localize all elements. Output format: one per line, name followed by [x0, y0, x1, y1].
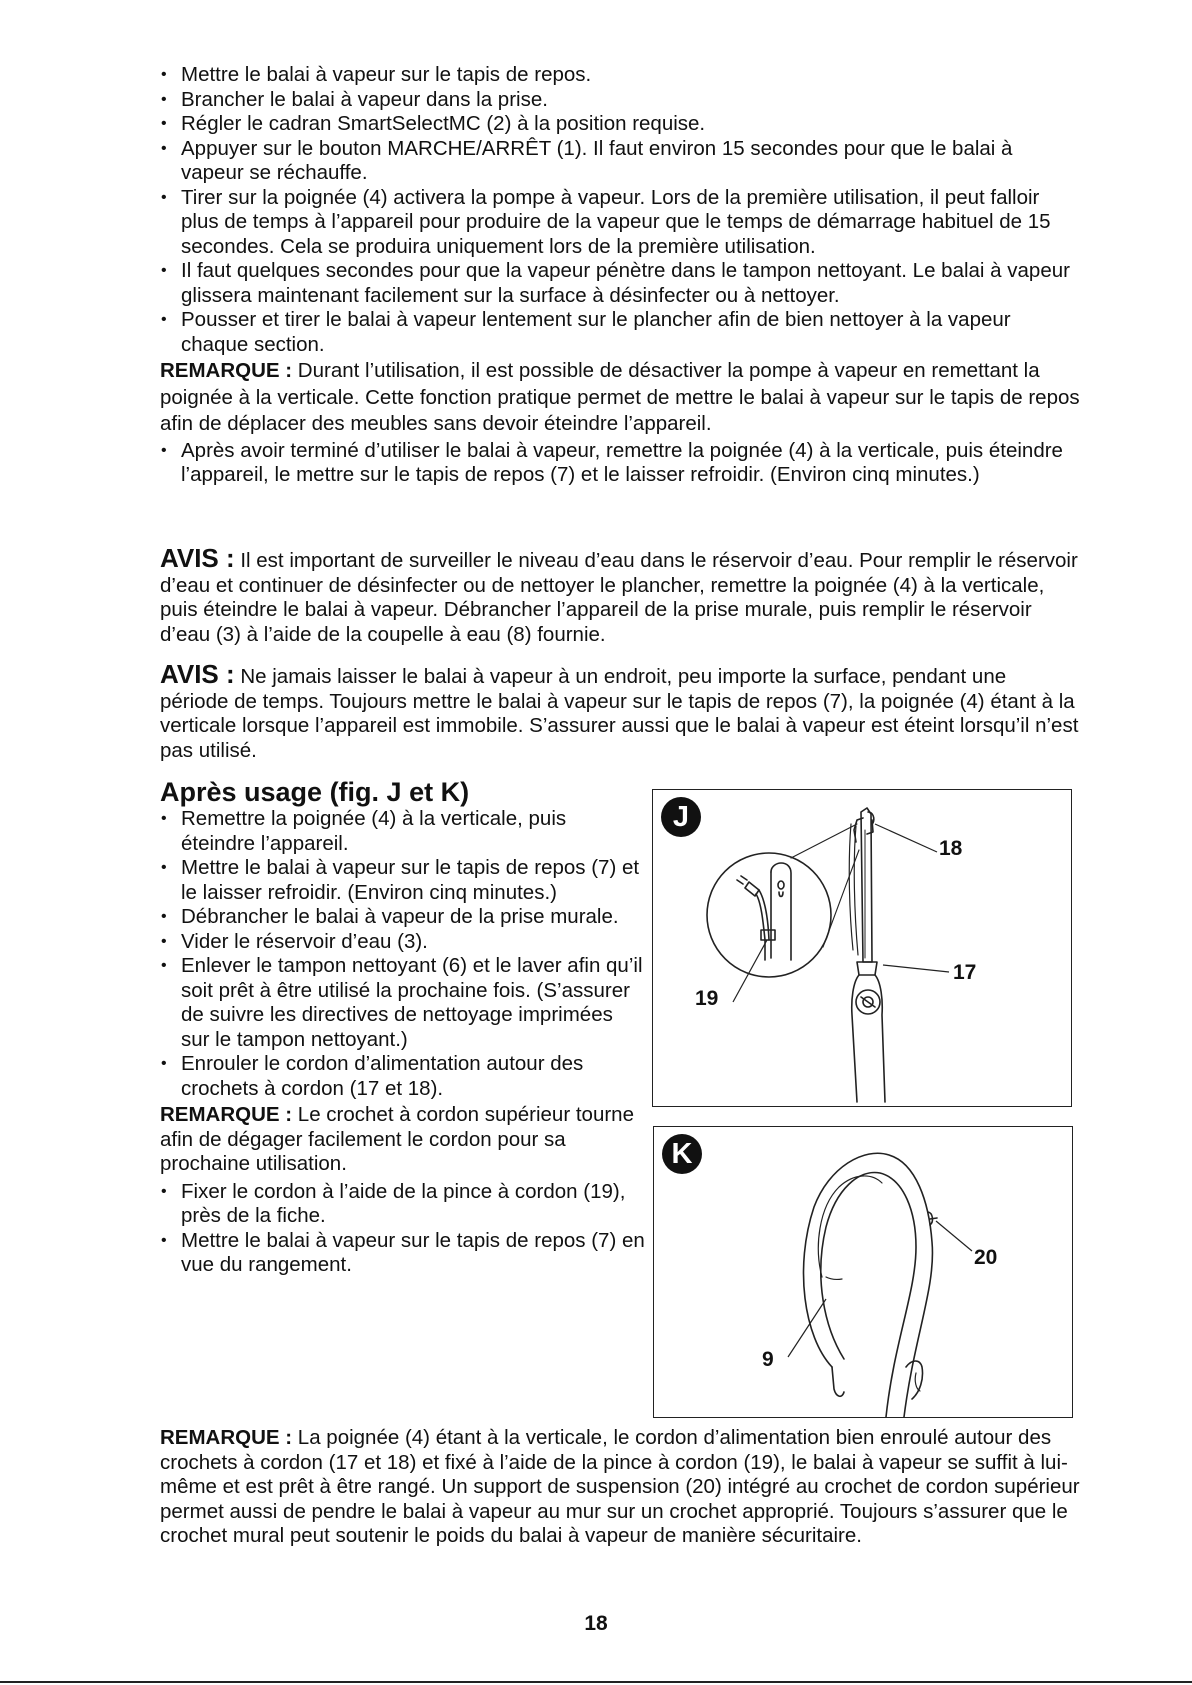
list-item: • Enrouler le cordon d’alimentation autour des crochets à cordon (17 et 18). [160, 1052, 645, 1101]
callout-leader-lines [653, 790, 1071, 1106]
notice-text: Ne jamais laisser le balai à vapeur à un endroit, peu importe la surface, pendant une période de temps. Toujours mettre le balai à vapeur sur le tapis de repos (7), la poignée (4) étant à la verticale lorsque l’appareil est immobile. S’assurer aussi que le balai à vapeur est éteint lorsqu’il n’est pas utilisé. [160, 665, 1079, 762]
page-number: 18 [584, 1612, 608, 1635]
list-item: • Vider le réservoir d’eau (3). [160, 930, 645, 955]
list-item: • Il faut quelques secondes pour que la vapeur pénètre dans le tampon nettoyant. Le balai à vapeur glissera maintenant facilement sur la surface à désinfecter ou à nettoyer. [160, 259, 1080, 308]
callout-leader-lines [654, 1127, 1072, 1417]
figure-k [653, 1126, 1073, 1418]
remark-paragraph [160, 1103, 645, 1177]
figure-badge-k: K [662, 1134, 702, 1174]
list-item: • Enlever le tampon nettoyant (6) et le laver afin qu’il soit prêt à être utilisé la prochaine fois. (S’assurer de suivre les directives de nettoyage imprimées sur le tampon nettoyant.) [160, 954, 645, 1052]
after-use-section [160, 777, 645, 1278]
list-item: • Mettre le balai à vapeur sur le tapis de repos (7) et le laisser refroidir. (Environ cinq minutes.) [160, 856, 645, 905]
remark-paragraph [160, 358, 1080, 438]
notice-label: AVIS : [160, 543, 235, 573]
remark-label: REMARQUE : [160, 1426, 293, 1449]
storage-remark [160, 1426, 1080, 1549]
list-item: • Pousser et tirer le balai à vapeur lentement sur le plancher afin de bien nettoyer à la vapeur chaque section. [160, 308, 1080, 357]
notice-unattended [160, 659, 1080, 763]
list-item: • Régler le cadran SmartSelectMC (2) à la position requise. [160, 112, 1080, 137]
callout-9: 9 [762, 1348, 774, 1371]
list-item: • Mettre le balai à vapeur sur le tapis de repos (7) en vue du rangement. [160, 1229, 645, 1278]
notice-water-level [160, 543, 1080, 647]
usage-instructions [160, 63, 1080, 488]
section-heading: Après usage (fig. J et K) [160, 777, 470, 807]
callout-19: 19 [695, 987, 719, 1010]
list-item: • Appuyer sur le bouton MARCHE/ARRÊT (1). Il faut environ 15 secondes pour que le balai à vapeur se réchauffe. [160, 137, 1080, 186]
callout-17: 17 [953, 961, 977, 984]
remark-text: Durant l’utilisation, il est possible de désactiver la pompe à vapeur en remettant la poignée à la verticale. Cette fonction pratique permet de mettre le balai à vapeur sur le tapis de repos afin de déplacer des meubles sans devoir éteindre l’appareil. [160, 359, 1080, 435]
notice-text: Il est important de surveiller le niveau d’eau dans le réservoir d’eau. Pour remplir le réservoir d’eau et continuer de désinfecter ou de nettoyer le plancher, remettre la poignée (4) à la verticale, puis éteindre le balai à vapeur. Débrancher l’appareil de la prise murale, puis remplir le réservoir d’eau (3) à l’aide de la coupelle à eau (8) fournie. [160, 549, 1078, 646]
list-item: • Après avoir terminé d’utiliser le balai à vapeur, remettre la poignée (4) à la verticale, puis éteindre l’appareil, le mettre sur le tapis de repos (7) et le laisser refroidir. (Environ cinq minutes.) [160, 439, 1080, 488]
list-item: • Tirer sur la poignée (4) activera la pompe à vapeur. Lors de la première utilisation, il peut falloir plus de temps à l’appareil pour produire de la vapeur que le temps de démarrage habituel de 15 secondes. Cela se produira uniquement lors de la première utilisation. [160, 186, 1080, 260]
callout-18: 18 [939, 837, 963, 860]
list-item: • Remettre la poignée (4) à la verticale, puis éteindre l’appareil. [160, 807, 645, 856]
remark-label: REMARQUE : [160, 1103, 293, 1126]
intro-bullet-list [160, 63, 1080, 357]
callout-20: 20 [974, 1246, 998, 1269]
list-item: • Brancher le balai à vapeur dans la prise. [160, 88, 1080, 113]
list-item: • Mettre le balai à vapeur sur le tapis de repos. [160, 63, 1080, 88]
notice-label: AVIS : [160, 659, 235, 689]
list-item: • Fixer le cordon à l’aide de la pince à cordon (19), près de la fiche. [160, 1180, 645, 1229]
list-item: • Débrancher le balai à vapeur de la prise murale. [160, 905, 645, 930]
figure-badge-j: J [661, 797, 701, 837]
remark-label: REMARQUE : [160, 359, 293, 382]
after-use-steps [160, 807, 645, 1101]
figure-j [652, 789, 1072, 1107]
page-bottom-rule [0, 1681, 1192, 1683]
remark-text: Le crochet à cordon supérieur tourne afin de dégager facilement le cordon pour sa prochaine utilisation. [160, 1103, 634, 1175]
after-use-steps-2 [160, 1180, 645, 1278]
after-use-bullet-list [160, 439, 1080, 488]
remark-text: La poignée (4) étant à la verticale, le cordon d’alimentation bien enroulé autour des crochets à cordon (17 et 18) et fixé à l’aide de la pince à cordon (19), le balai à vapeur se suffit à lui-même et est prêt à être rangé. Un support de suspension (20) intégré au crochet de cordon supérieur permet aussi de pendre le balai à vapeur au mur sur un crochet approprié. Toujours s’assurer que le crochet mural peut soutenir le poids du balai à vapeur de manière sécuritaire. [160, 1426, 1080, 1547]
